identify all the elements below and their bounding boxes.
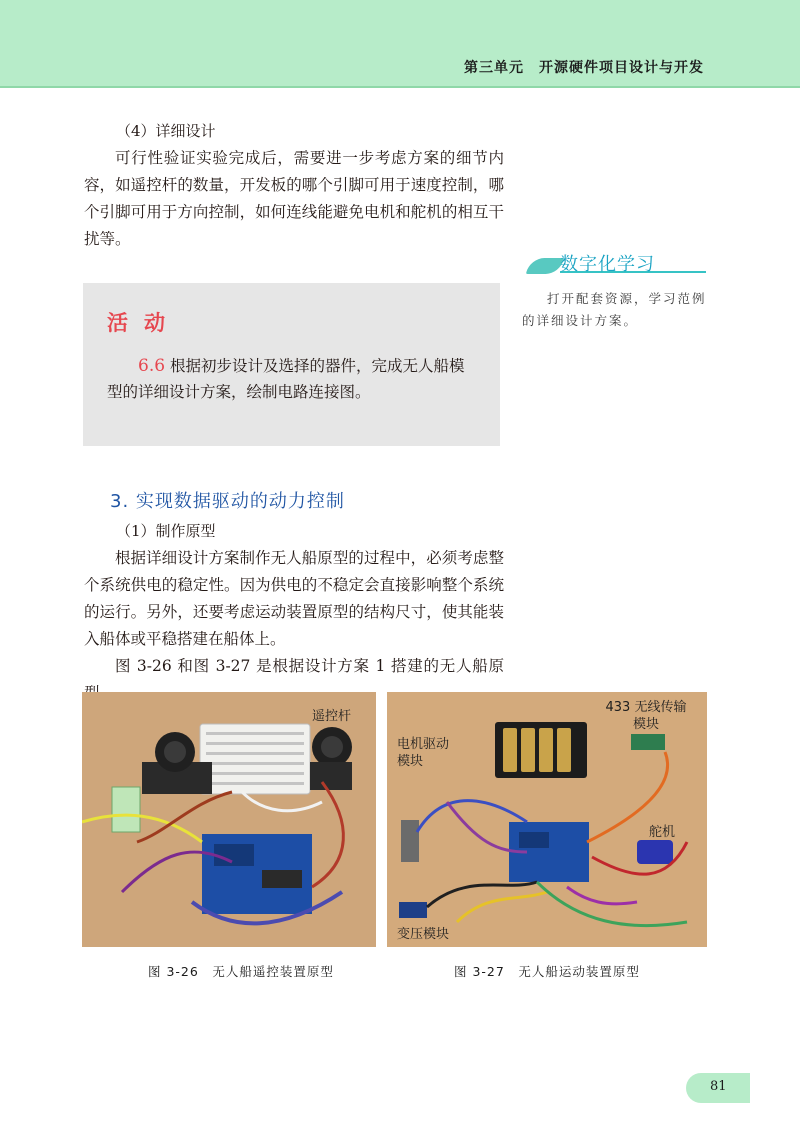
servo-label: 舵机 <box>649 825 676 840</box>
remote-control-illustration <box>82 692 376 947</box>
joystick-label: 遥控杆 <box>312 709 352 724</box>
section3-body <box>84 518 504 707</box>
prototype-paragraph: 根据详细设计方案制作无人船原型的过程中，必须考虑整个系统供电的稳定性。因为供电的不稳定会直接影响整个系统的运行。另外，还要考虑运动装置原型的结构尺寸，使其能装入船体或平稳搭建在船体上。 <box>84 549 504 648</box>
prototype-heading: （1）制作原型 <box>116 522 216 540</box>
activity-text: 根据初步设计及选择的器件，完成无人船模型的详细设计方案，绘制电路连接图。 <box>107 357 465 401</box>
activity-box <box>83 283 500 446</box>
digital-learning-label: 数字化学习 <box>560 254 655 275</box>
detail-design-block <box>84 118 504 253</box>
digital-learning-text: 打开配套资源，学习范例的详细设计方案。 <box>522 291 707 328</box>
activity-body <box>107 353 477 405</box>
activity-number: 6.6 <box>138 356 166 376</box>
motion-device-photo <box>387 692 707 947</box>
activity-title: 活动 <box>107 311 181 335</box>
leaf-icon <box>526 258 564 274</box>
remote-control-photo <box>82 692 376 947</box>
regulator-label: 变压模块 <box>397 927 450 942</box>
figure-reference-paragraph: 图 3-26 和图 3-27 是根据设计方案 1 搭建的无人船原 <box>115 657 504 675</box>
section-title: 3. 实现数据驱动的动力控制 <box>110 491 345 512</box>
figure-3-26-caption: 图 3-26 无人船遥控装置原型 <box>148 964 334 979</box>
digital-learning-tab <box>520 254 706 276</box>
detail-design-heading: （4）详细设计 <box>116 122 216 140</box>
page-number: 81 <box>710 1079 727 1094</box>
wireless-module-label: 433 无线传输模块 <box>605 700 687 732</box>
detail-design-paragraph: 可行性验证实验完成后，需要进一步考虑方案的细节内容，如遥控杆的数量，开发板的哪个引脚可用于速度控制，哪个引脚可用于方向控制，如何连线能避免电机和舵机的相互干扰等。 <box>84 149 504 248</box>
unit-title: 第三单元 开源硬件项目设计与开发 <box>464 60 704 76</box>
figure-3-27-caption: 图 3-27 无人船运动装置原型 <box>454 964 640 979</box>
motor-driver-label: 电机驱动模块 <box>397 737 450 769</box>
